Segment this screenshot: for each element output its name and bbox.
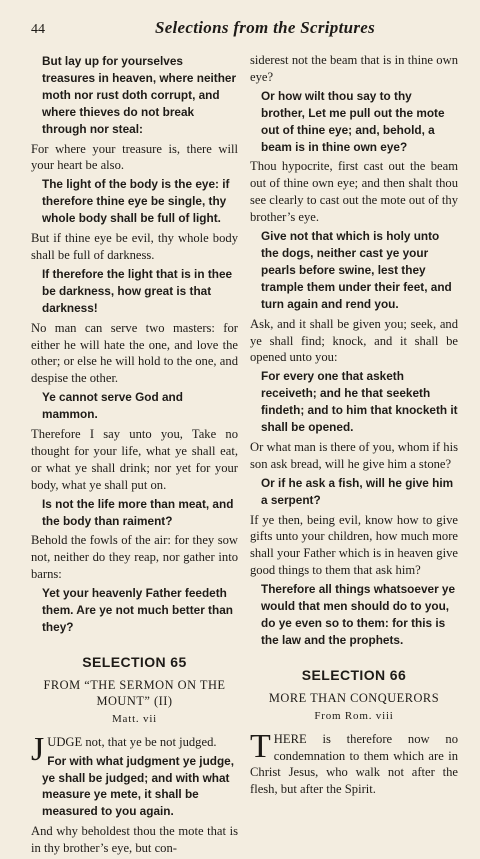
reader-verse	[31, 730, 238, 768]
selection-reference: Matt. vii	[111, 712, 158, 725]
reader-verse-text: HERE is therefore now no condemnation to them which are in Christ Jesus, who walk not after the flesh, but after the Spirit.	[250, 731, 458, 797]
reader-verse: Thou hypocrite, first cast out the beam out of thine own eye; and then shalt thou see clearly to cast out the mote out of thy brother’s eye.	[250, 159, 458, 225]
page-number: 44	[31, 22, 45, 37]
response-verse: Ye cannot serve God and mammon.	[42, 390, 183, 422]
page-header	[0, 18, 480, 42]
left-column	[31, 52, 238, 859]
selection-heading: SELECTION 66	[301, 666, 407, 683]
response-verse: Give not that which is holy unto the dogs, neither cast ye your pearls before swine, lest they trample them under their feet, and turn again and rend you.	[261, 229, 452, 311]
reader-verse	[250, 727, 458, 799]
reader-verse-text: UDGE not, that ye be not judged.	[47, 734, 217, 749]
response-verse: For every one that asketh receiveth; and he that seeketh findeth; and to him that knocketh it shall be opened.	[261, 369, 458, 435]
response-verse: Is not the life more than meat, and the body than raiment?	[42, 496, 234, 528]
reader-verse: For where your treasure is, there will your heart be also.	[31, 141, 238, 173]
running-head: Selections from the Scriptures	[154, 18, 376, 37]
reader-verse: Ask, and it shall be given you; seek, and ye shall find; knock, and it shall be opened unto you:	[250, 316, 458, 365]
reader-verse: siderest not the beam that is in thine own eye?	[250, 53, 458, 84]
response-verse: Or how wilt thou say to thy brother, Let me pull out the mote out of thine eye; and, behold, a beam is in thine own eye?	[261, 88, 445, 154]
response-verse: For with what judgment ye judge, ye shall be judged; and with what measure ye mete, it shall be measured to you again.	[42, 753, 235, 819]
reader-verse: Therefore I say unto you, Take no thought for your life, what ye shall eat, or what ye shall drink; nor yet for your body, what ye shall put on.	[31, 427, 238, 492]
drop-cap: J	[31, 730, 45, 768]
reader-verse: No man can serve two masters: for either he will hate the one, and love the other; or else he will hold to the one, and despise the other.	[31, 320, 238, 386]
selection-title: FROM “THE SERMON ON THE MOUNT” (II)	[43, 677, 226, 708]
reader-verse: Behold the fowls of the air: for they sow not, neither do they reap, nor gather into barns:	[31, 533, 238, 582]
drop-cap: T	[250, 727, 271, 765]
reader-verse: Or what man is there of you, whom if his son ask bread, will he give him a stone?	[250, 439, 458, 471]
selection-title: MORE THAN CONQUERORS	[268, 690, 440, 705]
selection-reference: From Rom. viii	[314, 709, 394, 722]
response-verse: Therefore all things whatsoever ye would that men should do to you, do ye even so to them: for this is the law and the prophets.	[261, 582, 456, 647]
reader-verse: But if thine eye be evil, thy whole body shall be full of darkness.	[31, 231, 238, 262]
response-verse: If therefore the light that is in thee be darkness, how great is that darkness!	[42, 266, 233, 315]
reader-verse: If ye then, being evil, know how to give gifts unto your children, how much more shall your Father which is in heaven give good things to them that ask him?	[250, 512, 458, 578]
response-verse: But lay up for yourselves treasures in heaven, where neither moth nor rust doth corrupt, and where thieves do not break through nor steal:	[42, 54, 237, 136]
response-verse: Yet your heavenly Father feedeth them. Are ye not much better than they?	[42, 586, 233, 634]
response-verse: Or if he ask a fish, will he give him a serpent?	[261, 475, 454, 507]
reader-verse: And why beholdest thou the mote that is in thy brother’s eye, but con-	[31, 824, 238, 856]
response-verse: The light of the body is the eye: if therefore thine eye be single, thy whole body shall be full of light.	[42, 177, 230, 226]
selection-heading: SELECTION 65	[82, 653, 187, 670]
right-column	[250, 52, 458, 800]
